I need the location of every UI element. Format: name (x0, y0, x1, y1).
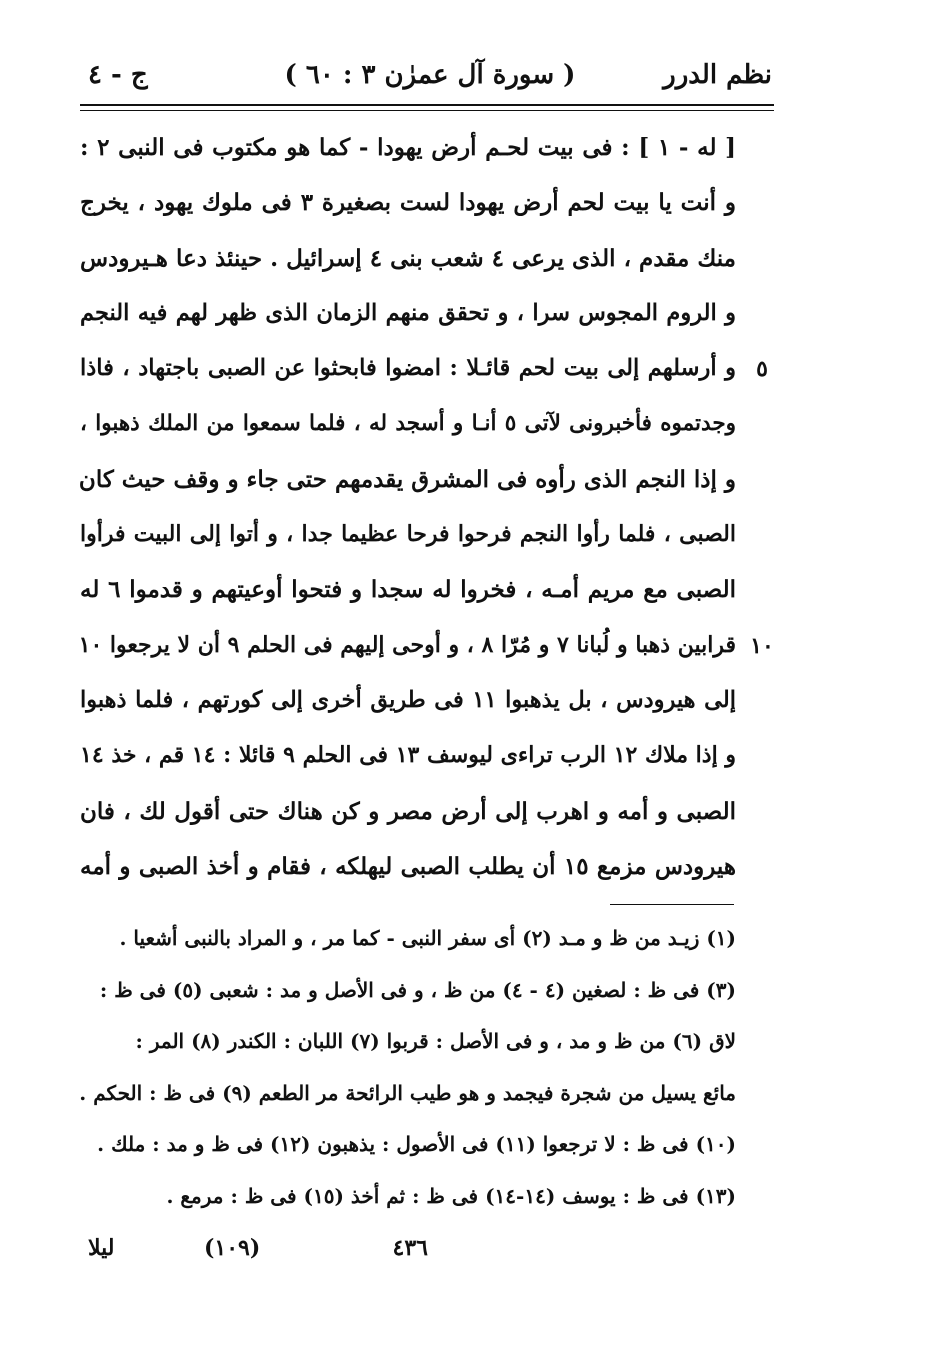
surah-reference: ( سورة آل عمرٰن ٣ : ٦٠ ) (284, 60, 576, 90)
line-number-5: ٥ (756, 356, 768, 382)
header-rule-thin (80, 110, 774, 111)
footnote-line: مائع يسيل من شجرة فيجمد و هو طيب الرائحة مر الطعم (٩) فى ظ : الحكم . (79, 1080, 736, 1105)
text-line: وجدتموه فأخبرونى لآتى ٥ أنـا و أسجد له ، فلما سمعوا من الملك ذهبوا ، (80, 411, 737, 437)
text-line: الصبى ، فلما رأوا النجم فرحوا فرحا عظيما جدا ، و أتوا إلى البيت فرأوا (80, 521, 736, 548)
line-number-10: ١٠ (750, 633, 774, 659)
footnote-line: (١) زيـد من ظ و مـد (٢) أى سفر النبى - كما مر ، و المراد بالنبى أشعيا . (119, 926, 736, 950)
text-line: إلى هيرودس ، بل يذهبوا ١١ فى طريق أخرى إلى كورتهم ، فلما ذهبوا (80, 686, 736, 713)
text-line: هيرودس مزمع ١٥ أن يطلب الصبى ليهلكه ، فقام و أخذ الصبى و أمه (80, 852, 736, 880)
main-text (80, 120, 736, 894)
text-line: قرابين ذهبا و لُبانا ٧ و مُرّا ٨ ، و أوحى إليهم فى الحلم ٩ أن لا يرجعوا ١٠ (78, 631, 736, 658)
text-line: الصبى و أمه و اهرب إلى أرض مصر و كن هناك حتى أقول لك ، فان (80, 797, 736, 825)
text-line: الصبى مع مريم أمـه ، فخروا له سجدا و فتحوا أوعيتهم و قدموا ٦ له (80, 576, 736, 604)
catchword: ليلا (88, 1235, 115, 1261)
text-line: [ له - ١ ] : فى بيت لحـم أرض يهودا - كما هو مكتوب فى النبى ٢ : (80, 134, 736, 161)
footnote-line: (١٣) فى ظ : يوسف (١٤-١٤) فى ظ : ثم أخذ (١٥) فى ظ : مرمع . (166, 1183, 736, 1208)
footnote-divider (610, 904, 734, 905)
footnotes (80, 913, 736, 1222)
page-footer (88, 1228, 728, 1268)
signature-number: (١٠٩) (204, 1235, 261, 1261)
text-line: و إذا النجم الذى رأوه فى المشرق يقدمهم حتى جاء و وقف حيث كان (78, 465, 736, 493)
footnote-line: لاق (٦) من ظ و مد ، و فى الأصل : قربوا (٧) اللبان : الكندر (٨) المر : (135, 1029, 736, 1053)
page-number: ٤٣٦ (392, 1235, 428, 1261)
footnote-line: (١٠) فى ظ : لا ترجعوا (١١) فى الأصول : يذهبون (١٢) فى ظ و مد : ملك . (97, 1132, 736, 1156)
book-title: نظم الدرر (663, 60, 772, 90)
text-line: منك مقدم ، الذى يرعى ٤ شعب بنى ٤ إسرائيل . حينئذ دعا هـيرودس (80, 244, 736, 272)
footnote-line: (٣) فى ظ : لصغين (٤ - ٤) من ظ ، و فى الأصل و مد : شعبى (٥) فى ظ : (99, 977, 736, 1002)
text-line: و إذا ملاك ١٢ الرب تراءى ليوسف ١٣ فى الحلم ٩ قائلا : ١٤ قم ، خذ ١٤ (80, 742, 736, 769)
header-rule-thick (80, 104, 774, 106)
text-line: و الروم المجوس سرا ، و تحقق منهم الزمان الذى ظهر لهم فيه النجم (80, 299, 736, 326)
running-header (88, 52, 772, 98)
text-line: و أرسلهم إلى بيت لحم قائـلا : امضوا فابحثوا عن الصبى باجتهاد ، فاذا (80, 355, 736, 382)
volume-number: ج - ٤ (88, 60, 148, 90)
text-line: و أنت يا بيت لحم أرض يهودا لست بصغيرة ٣ فى ملوك يهود ، يخرج (80, 189, 737, 217)
